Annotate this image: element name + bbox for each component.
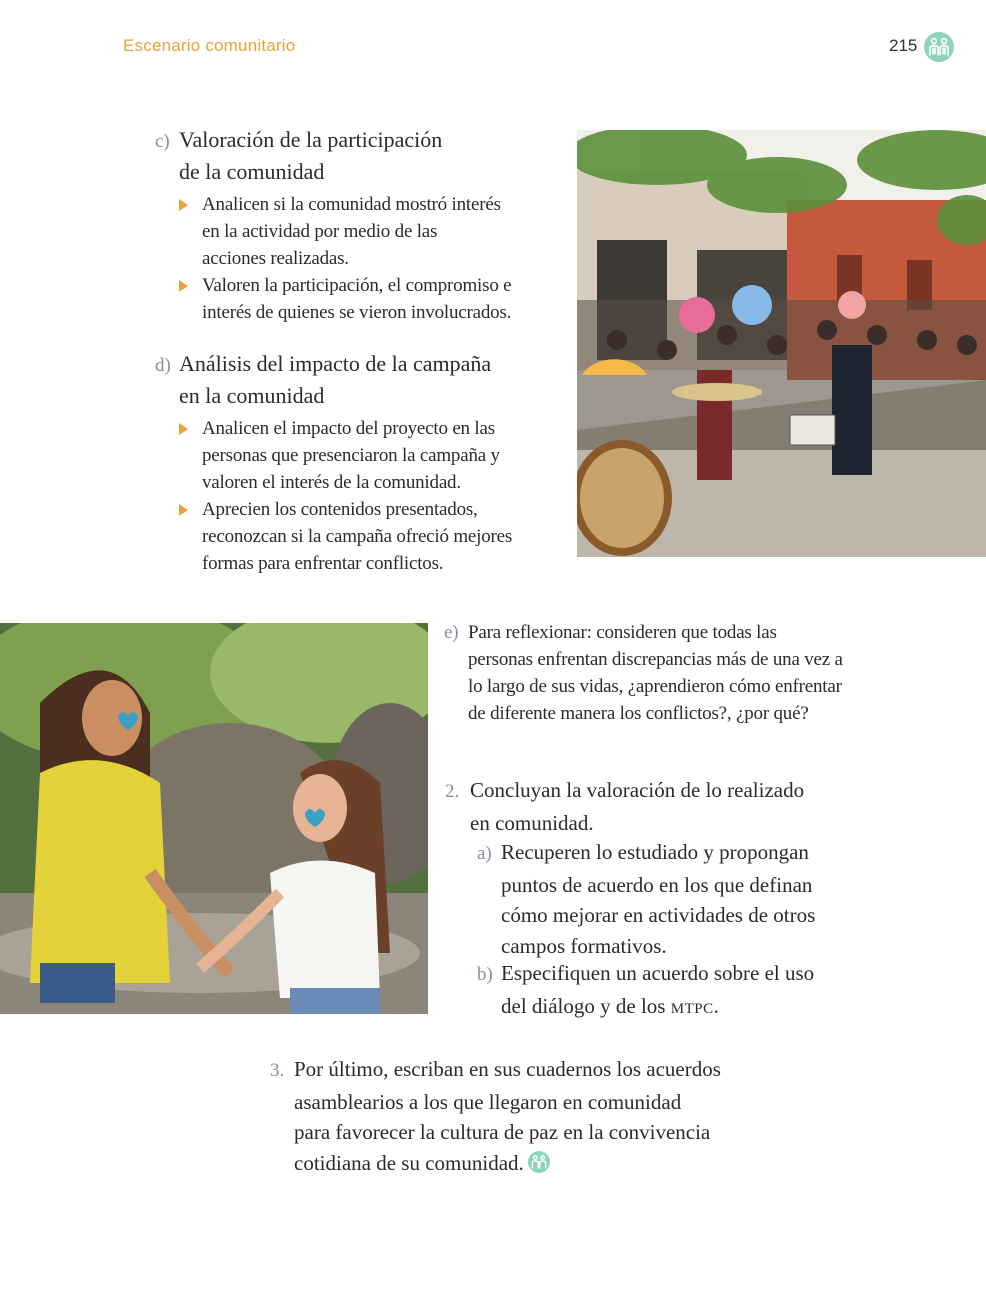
item-2a: a) Recuperen lo estudiado y propongan puntos de acuerdo en los que definan cómo mejorar en actividades de otros campos formativos. bbox=[477, 840, 816, 958]
arrow-bullet-icon bbox=[179, 423, 188, 435]
section-c-bullets bbox=[155, 191, 555, 326]
section-c-title: c) Valoración de la participación de la comunidad bbox=[155, 127, 443, 184]
arrow-bullet-icon bbox=[179, 199, 188, 211]
mtpc-acronym: mtpc bbox=[670, 993, 714, 1018]
section-d-bullets bbox=[155, 415, 565, 577]
item-2-number: 2. bbox=[445, 781, 460, 802]
list-item: Valoren la participación, el compromiso e interés de quienes se vieron involucrados. bbox=[179, 272, 555, 326]
item-3: 3. Por último, escriban en sus cuadernos los acuerdos asamblearios a los que llegaron en comunidad para favorecer la cultura de paz en la convivencia cotidiana de su comunidad. bbox=[270, 1057, 721, 1175]
list-item: Aprecien los contenidos presentados, reconozcan si la campaña ofreció mejores formas para enfrentar conflictos. bbox=[179, 496, 565, 577]
community-icon bbox=[924, 32, 954, 62]
item-2b-letter: b) bbox=[477, 964, 493, 985]
section-label: Escenario comunitario bbox=[123, 36, 296, 55]
section-e-letter: e) bbox=[444, 622, 459, 643]
page-number: 215 bbox=[889, 36, 918, 55]
item-2b: b) Especifiquen un acuerdo sobre el uso del diálogo y de los mtpc. bbox=[477, 961, 815, 1018]
section-d-title: d) Análisis del impacto de la campaña en la comunidad bbox=[155, 351, 492, 408]
list-item: Analicen el impacto del proyecto en las personas que presenciaron la campaña y valoren el interés de la comunidad. bbox=[179, 415, 565, 496]
section-d-letter: d) bbox=[155, 355, 171, 376]
section-c bbox=[155, 125, 555, 326]
arrow-bullet-icon bbox=[179, 280, 188, 292]
item-3-number: 3. bbox=[270, 1060, 285, 1081]
community-icon bbox=[528, 1151, 550, 1173]
arrow-bullet-icon bbox=[179, 504, 188, 516]
section-c-letter: c) bbox=[155, 131, 170, 152]
girls-holding-hands-photo bbox=[0, 623, 428, 1014]
item-2: 2. Concluyan la valoración de lo realizado en comunidad. bbox=[445, 778, 805, 835]
parade-photo bbox=[577, 130, 986, 557]
section-e: e) Para reflexionar: consideren que todas las personas enfrentan discrepancias más de una vez a lo largo de sus vidas, ¿aprendieron cómo enfrentar de diferente manera los conflictos?, ¿por qué? bbox=[444, 619, 884, 727]
item-2a-letter: a) bbox=[477, 843, 492, 864]
section-d bbox=[155, 349, 565, 577]
list-item: Analicen si la comunidad mostró interés en la actividad por medio de las acciones realizadas. bbox=[179, 191, 555, 272]
